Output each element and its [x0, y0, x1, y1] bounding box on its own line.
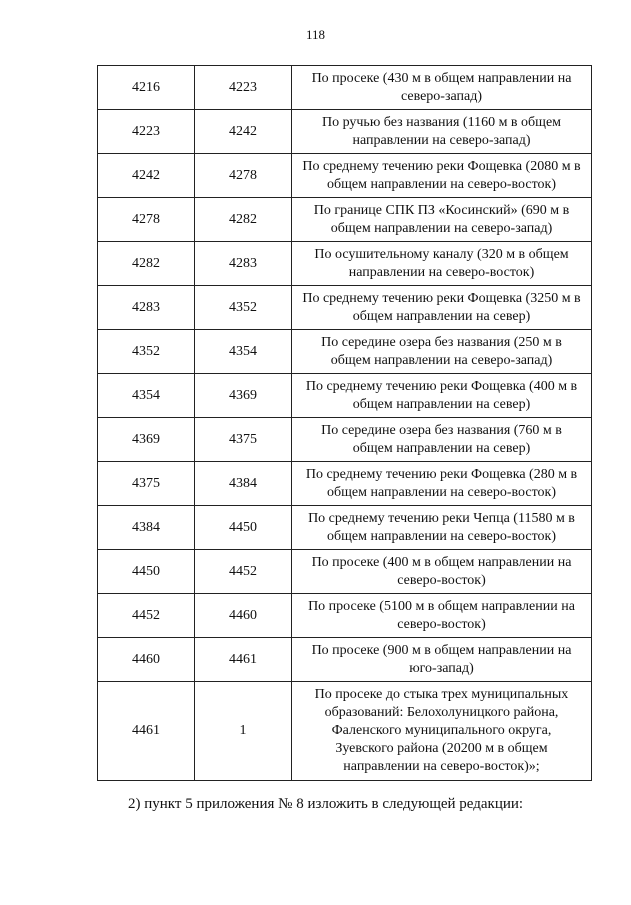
description-cell: По границе СПК ПЗ «Косинский» (690 м в общем направлении на северо-запад) — [292, 198, 592, 242]
table-row — [98, 330, 592, 374]
table-row — [98, 594, 592, 638]
end-point-cell: 4283 — [195, 242, 292, 286]
end-point-cell: 1 — [195, 682, 292, 781]
start-point-cell: 4460 — [98, 638, 195, 682]
start-point-cell: 4352 — [98, 330, 195, 374]
start-point-cell: 4223 — [98, 110, 195, 154]
start-point-cell: 4384 — [98, 506, 195, 550]
end-point-cell: 4460 — [195, 594, 292, 638]
start-point-cell: 4278 — [98, 198, 195, 242]
start-point-cell: 4369 — [98, 418, 195, 462]
description-cell: По среднему течению реки Фощевка (2080 м в общем направлении на северо-восток) — [292, 154, 592, 198]
boundary-table — [97, 65, 592, 781]
end-point-cell: 4461 — [195, 638, 292, 682]
end-point-cell: 4278 — [195, 154, 292, 198]
start-point-cell: 4282 — [98, 242, 195, 286]
table-row — [98, 418, 592, 462]
table-row — [98, 66, 592, 110]
description-cell: По просеке (400 м в общем направлении на северо-восток) — [292, 550, 592, 594]
end-point-cell: 4242 — [195, 110, 292, 154]
table-row — [98, 550, 592, 594]
start-point-cell: 4375 — [98, 462, 195, 506]
description-cell: По среднему течению реки Фощевка (400 м в общем направлении на север) — [292, 374, 592, 418]
amendment-instruction: 2) пункт 5 приложения № 8 изложить в следующей редакции: — [128, 796, 524, 812]
end-point-cell: 4375 — [195, 418, 292, 462]
start-point-cell: 4450 — [98, 550, 195, 594]
table-row — [98, 506, 592, 550]
boundary-table-body — [98, 66, 592, 781]
end-point-cell: 4369 — [195, 374, 292, 418]
end-point-cell: 4352 — [195, 286, 292, 330]
description-cell: По среднему течению реки Фощевка (280 м в общем направлении на северо-восток) — [292, 462, 592, 506]
end-point-cell: 4452 — [195, 550, 292, 594]
description-cell: По середине озера без названия (760 м в общем направлении на север) — [292, 418, 592, 462]
start-point-cell: 4452 — [98, 594, 195, 638]
table-row — [98, 154, 592, 198]
description-cell: По просеке (5100 м в общем направлении на северо-восток) — [292, 594, 592, 638]
description-cell: По просеке до стыка трех муниципальных образований: Белохолуницкого района, Фаленского муниципального округа, Зуевского района (20200 м в общем направлении на северо-восток)»; — [292, 682, 592, 781]
description-cell: По просеке (430 м в общем направлении на северо-запад) — [292, 66, 592, 110]
description-cell: По среднему течению реки Чепца (11580 м в общем направлении на северо-восток) — [292, 506, 592, 550]
start-point-cell: 4242 — [98, 154, 195, 198]
end-point-cell: 4450 — [195, 506, 292, 550]
table-row — [98, 462, 592, 506]
start-point-cell: 4216 — [98, 66, 195, 110]
description-cell: По среднему течению реки Фощевка (3250 м в общем направлении на север) — [292, 286, 592, 330]
table-row — [98, 682, 592, 781]
description-cell: По середине озера без названия (250 м в общем направлении на северо-запад) — [292, 330, 592, 374]
start-point-cell: 4283 — [98, 286, 195, 330]
table-row — [98, 242, 592, 286]
table-row — [98, 286, 592, 330]
table-row — [98, 638, 592, 682]
table-row — [98, 198, 592, 242]
end-point-cell: 4282 — [195, 198, 292, 242]
table-row — [98, 110, 592, 154]
start-point-cell: 4354 — [98, 374, 195, 418]
end-point-cell: 4354 — [195, 330, 292, 374]
start-point-cell: 4461 — [98, 682, 195, 781]
table-row — [98, 374, 592, 418]
page-number: 118 — [305, 27, 326, 42]
end-point-cell: 4384 — [195, 462, 292, 506]
end-point-cell: 4223 — [195, 66, 292, 110]
description-cell: По осушительному каналу (320 м в общем направлении на северо-восток) — [292, 242, 592, 286]
description-cell: По ручью без названия (1160 м в общем направлении на северо-запад) — [292, 110, 592, 154]
description-cell: По просеке (900 м в общем направлении на юго-запад) — [292, 638, 592, 682]
